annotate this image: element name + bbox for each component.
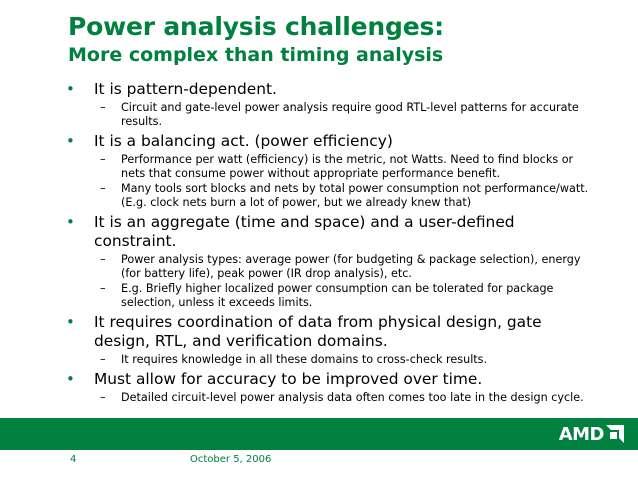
bullet-icon: • <box>66 132 75 150</box>
sub-bullet-item <box>74 253 594 281</box>
bullet-group-4 <box>66 313 594 367</box>
sub-bullet-item <box>74 153 594 181</box>
bullet-text: It is an aggregate (time and space) and a user-defined constraint. <box>94 213 515 250</box>
sub-bullet-text: Power analysis types: average power (for budgeting & package selection), energy (for battery life), peak power (IR drop analysis), etc. <box>121 253 581 280</box>
bullet-item <box>66 213 594 251</box>
bullet-icon: • <box>66 370 75 388</box>
sub-bullet-item <box>74 182 594 210</box>
sub-bullet-list <box>74 153 594 210</box>
amd-arrow-icon <box>606 425 624 443</box>
footer-date: October 5, 2006 <box>190 454 272 465</box>
bullet-icon: • <box>66 313 75 331</box>
bullet-icon: • <box>66 80 75 98</box>
sub-bullet-text: Circuit and gate-level power analysis require good RTL-level patterns for accurate results. <box>121 101 579 128</box>
bullet-text: Must allow for accuracy to be improved over time. <box>94 370 483 388</box>
bullet-item <box>66 132 594 151</box>
dash-icon: – <box>100 282 106 295</box>
bullet-text: It requires coordination of data from physical design, gate design, RTL, and verification domains. <box>94 313 542 350</box>
title-main: Power analysis challenges: <box>68 12 444 41</box>
sub-bullet-text: Detailed circuit-level power analysis data often comes too late in the design cycle. <box>121 391 584 404</box>
bullet-text: It is a balancing act. (power efficiency) <box>94 132 393 150</box>
sub-bullet-text: It requires knowledge in all these domains to cross-check results. <box>121 353 488 366</box>
sub-bullet-list <box>74 101 594 129</box>
sub-bullet-item <box>74 101 594 129</box>
amd-logo <box>559 423 624 445</box>
bullet-icon: • <box>66 213 75 231</box>
dash-icon: – <box>100 101 106 114</box>
bullet-item <box>66 313 594 351</box>
footer-band <box>0 418 638 450</box>
dash-icon: – <box>100 153 106 166</box>
sub-bullet-text: Performance per watt (efficiency) is the metric, not Watts. Need to find blocks or nets that consume power without appropriate performance benefit. <box>121 153 574 180</box>
sub-bullet-list <box>74 391 594 405</box>
bullet-text: It is pattern-dependent. <box>94 80 277 98</box>
bullet-group-5 <box>66 370 594 405</box>
page-number: 4 <box>70 454 77 465</box>
sub-bullet-item <box>74 282 594 310</box>
logo-text: AMD <box>558 423 604 445</box>
title-subtitle: More complex than timing analysis <box>68 44 444 66</box>
sub-bullet-list <box>74 353 594 367</box>
sub-bullet-text: Many tools sort blocks and nets by total power consumption not performance/watt. (E.g. clock nets burn a lot of power, but we already knew that) <box>121 182 589 209</box>
dash-icon: – <box>100 391 106 404</box>
sub-bullet-list <box>74 253 594 310</box>
bullet-list <box>66 80 594 408</box>
bullet-item <box>66 370 594 389</box>
bullet-group-2 <box>66 132 594 210</box>
slide-title <box>68 12 444 66</box>
sub-bullet-item <box>74 353 594 367</box>
bullet-group-3 <box>66 213 594 310</box>
dash-icon: – <box>100 253 106 266</box>
sub-bullet-text: E.g. Briefly higher localized power consumption can be tolerated for package selection, unless it exceeds limits. <box>121 282 554 309</box>
bullet-item <box>66 80 594 99</box>
dash-icon: – <box>100 182 106 195</box>
dash-icon: – <box>100 353 106 366</box>
sub-bullet-item <box>74 391 594 405</box>
bullet-group-1 <box>66 80 594 129</box>
